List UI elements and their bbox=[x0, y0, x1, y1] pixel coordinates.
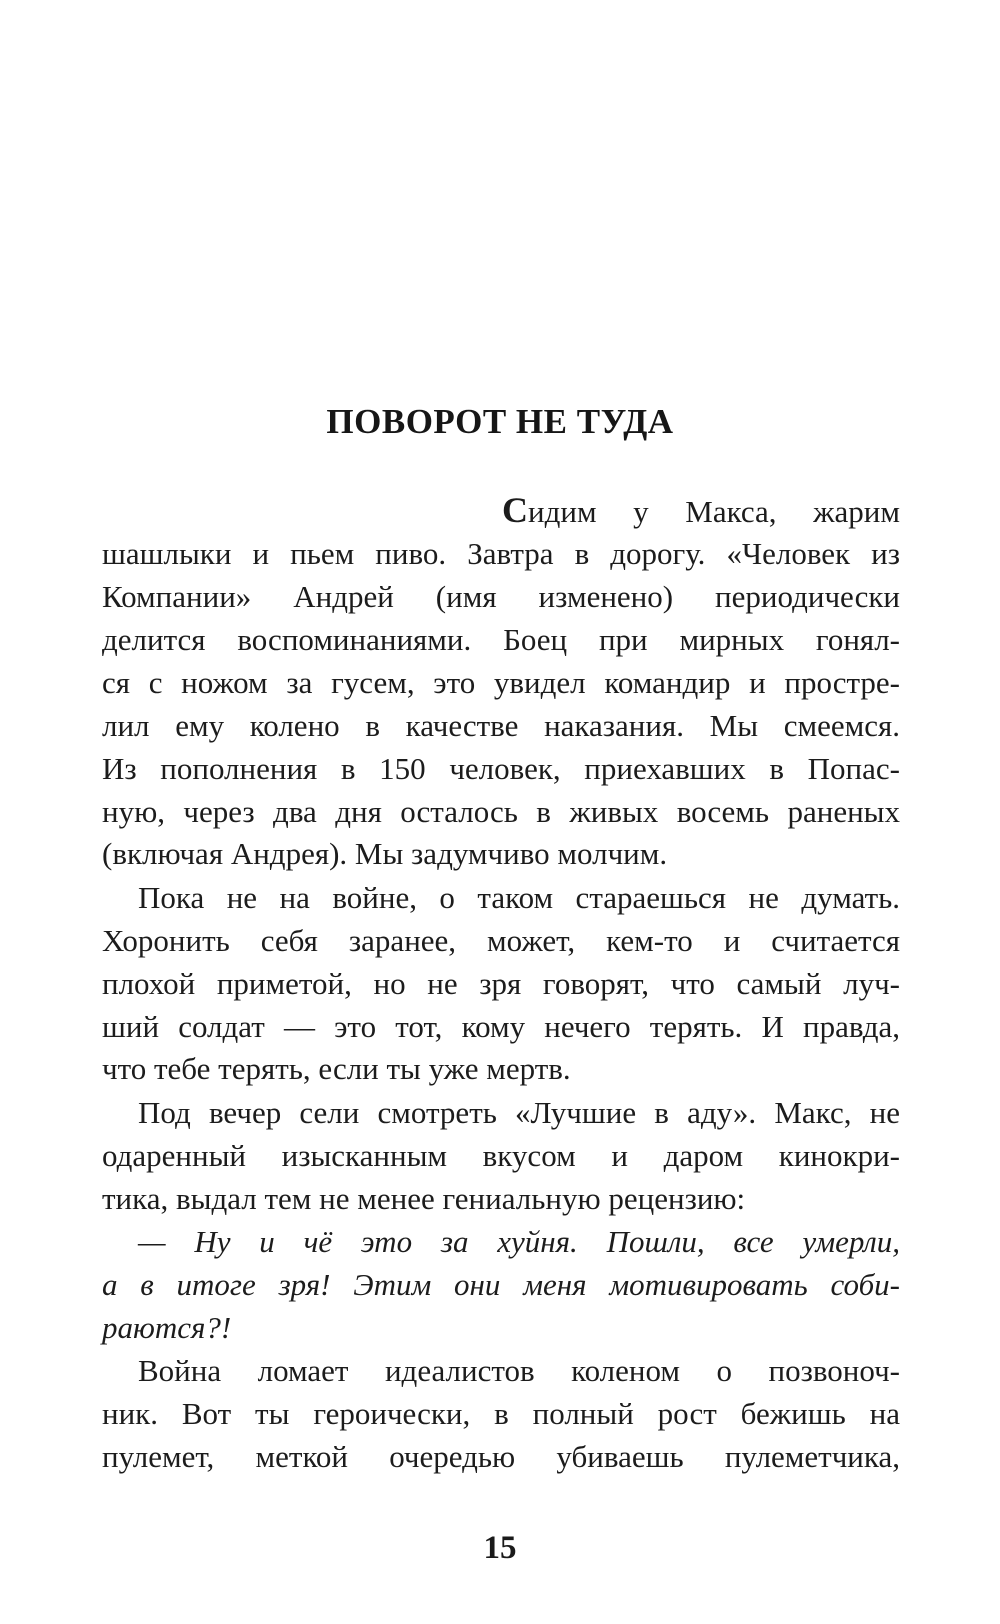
chapter-title: ПОВОРОТ НЕ ТУДА bbox=[326, 402, 674, 441]
text-line: делится воспоминаниями. Боец при мирных гонял- bbox=[102, 622, 900, 657]
text-line: плохой приметой, но не зря говорят, что самый луч- bbox=[102, 966, 900, 1001]
text-line: ший солдат — это тот, кому нечего терять. И правда, bbox=[102, 1009, 900, 1044]
text-line: тика, выдал тем не менее гениальную рецензию: bbox=[102, 1181, 746, 1216]
text-line: что тебе терять, если ты уже мертв. bbox=[102, 1051, 571, 1086]
text-line: Война ломает идеалистов коленом о позвоноч- bbox=[138, 1353, 900, 1388]
text-line: пулемет, меткой очередью убиваешь пулеметчика, bbox=[102, 1439, 900, 1474]
text-line: Пока не на войне, о таком стараешься не думать. bbox=[138, 880, 900, 915]
text-line: Из пополнения в 150 человек, приехавших в Попас- bbox=[102, 751, 900, 786]
text-line: Сидим у Макса, жарим bbox=[502, 490, 900, 530]
text-line: ся с ножом за гусем, это увидел командир и простре- bbox=[102, 665, 900, 700]
text-line: ник. Вот ты героически, в полный рост бежишь на bbox=[102, 1396, 900, 1431]
text-line: лил ему колено в качестве наказания. Мы смеемся. bbox=[102, 708, 900, 743]
quote-line: — Ну и чё это за хуйня. Пошли, все умерли, bbox=[138, 1224, 900, 1259]
text-line: Под вечер сели смотреть «Лучшие в аду». Макс, не bbox=[138, 1095, 900, 1130]
page-number: 15 bbox=[483, 1530, 517, 1566]
text-line: (включая Андрея). Мы задумчиво молчим. bbox=[102, 836, 668, 871]
drop-cap: С bbox=[502, 490, 528, 530]
quote-line: раются?! bbox=[102, 1310, 232, 1345]
text-line: ную, через два дня осталось в живых восемь раненых bbox=[102, 794, 900, 829]
text-line: одаренный изысканным вкусом и даром кинокри- bbox=[102, 1138, 900, 1173]
text-line: Хоронить себя заранее, может, кем-то и считается bbox=[102, 923, 900, 958]
text-line: Компании» Андрей (имя изменено) периодически bbox=[102, 579, 900, 614]
text-line: шашлыки и пьем пиво. Завтра в дорогу. «Человек из bbox=[102, 536, 900, 571]
quote-line: а в итоге зря! Этим они меня мотивировать соби- bbox=[102, 1267, 900, 1302]
